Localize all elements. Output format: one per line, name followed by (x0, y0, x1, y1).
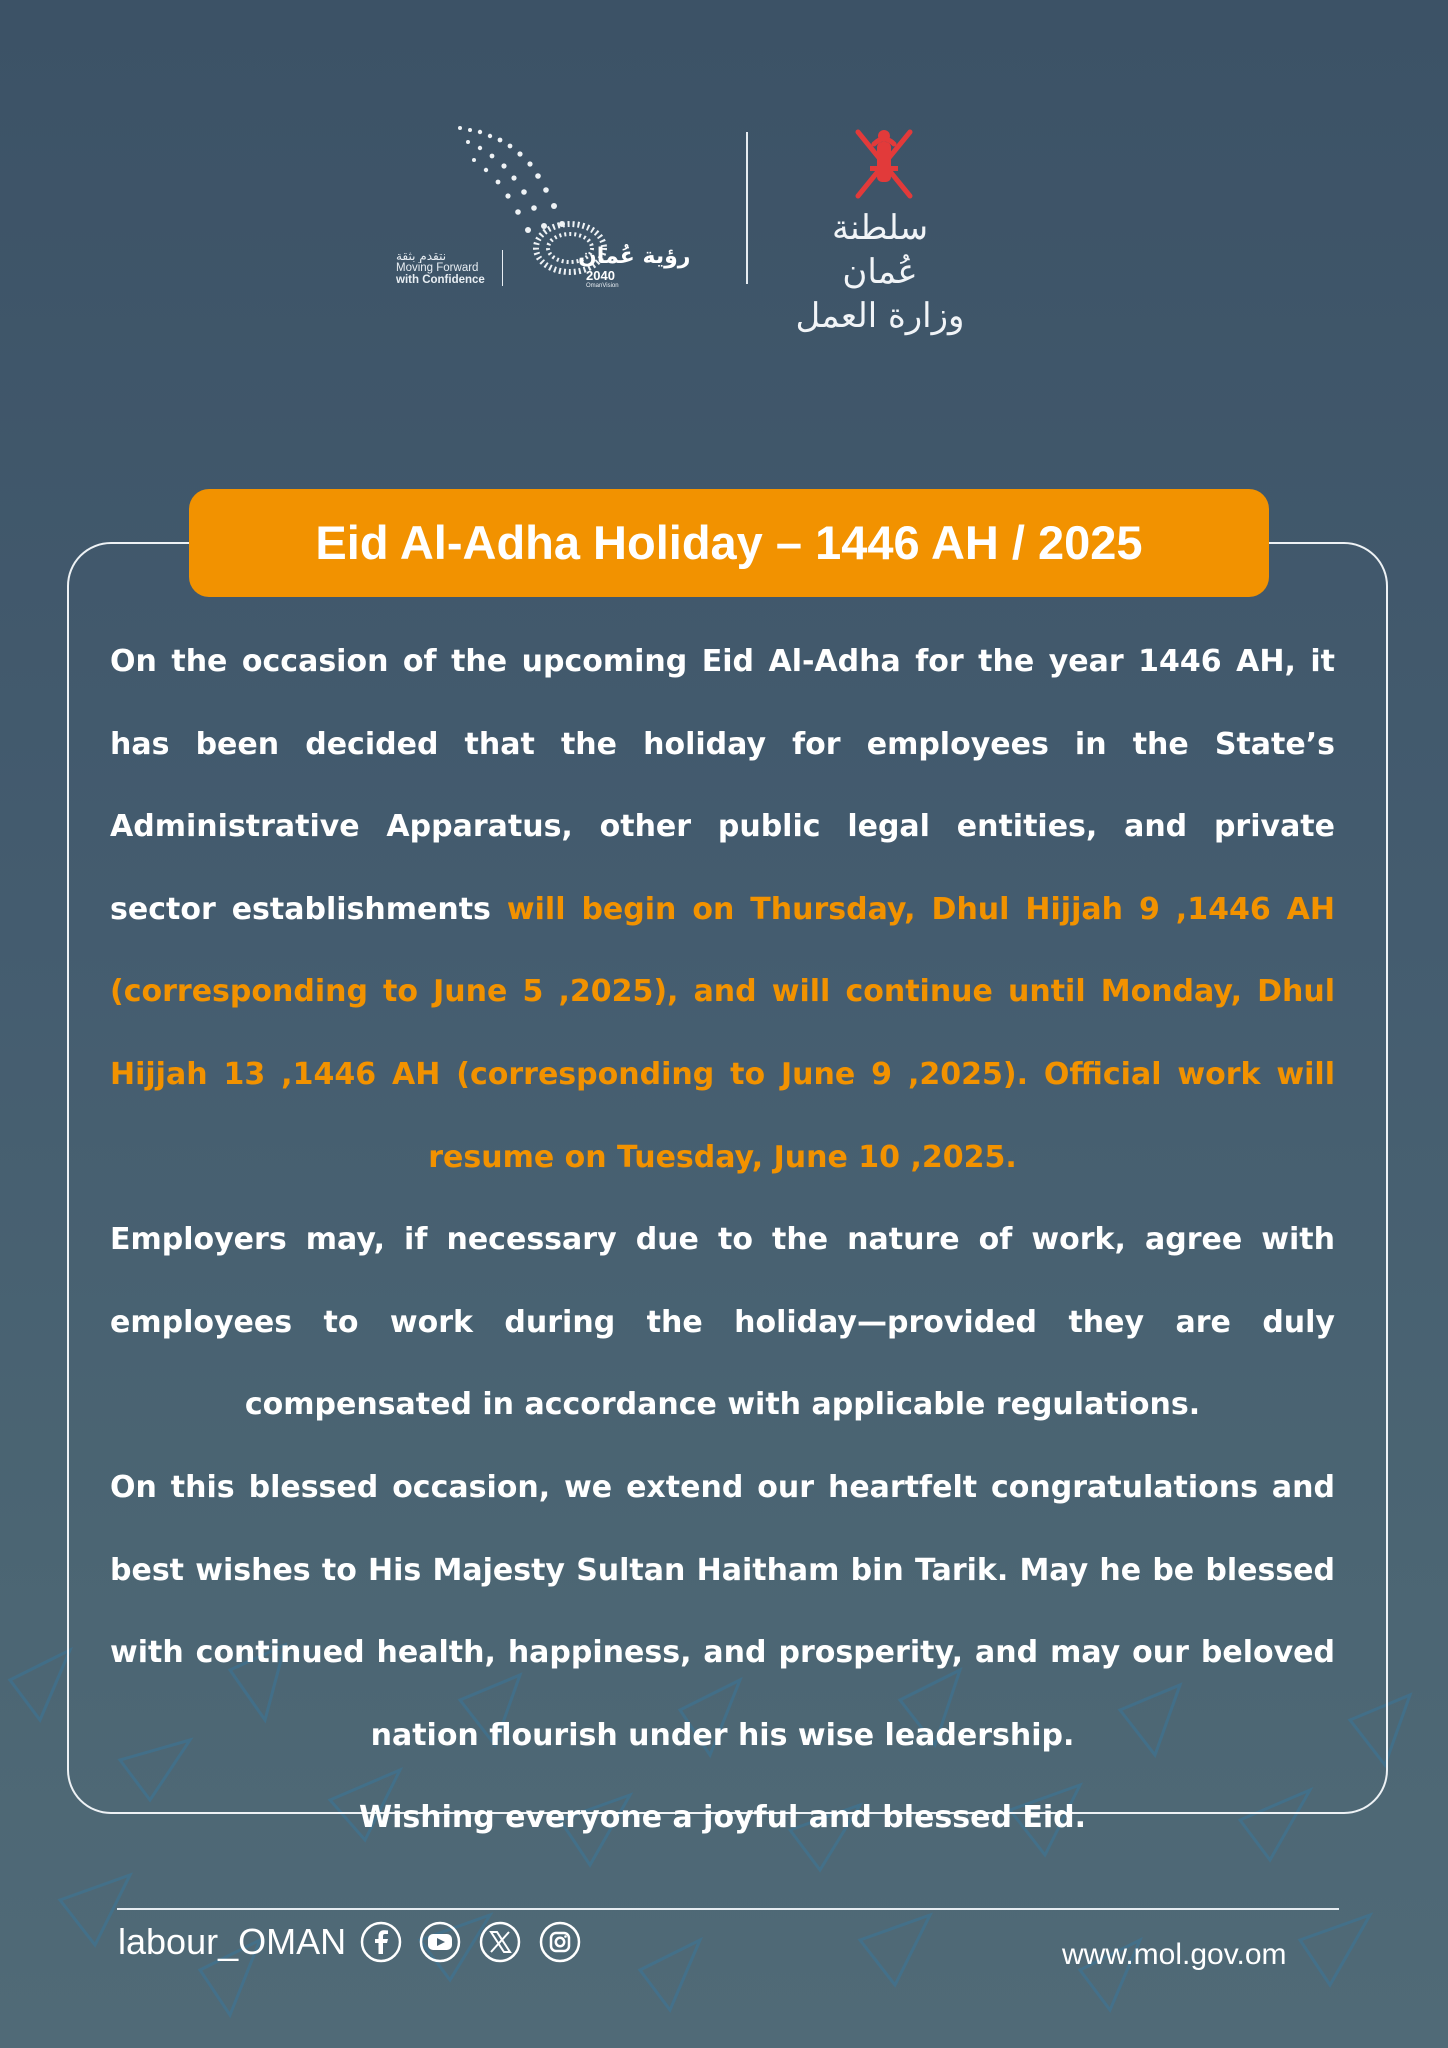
holiday-dates-highlight: will begin on Thursday, Dhul Hijjah 9 ,1446 AH (corresponding to June 5 ,2025), and will continue until Monday, Dhul Hijjah 13 ,1446 AH (corresponding to June 9 ,2025). Official work will resume on Tuesday, June 10 ,2025. (110, 891, 1336, 1175)
oman-vision-logo (390, 120, 700, 310)
paragraph-holiday-intro: On the occasion of the upcoming Eid Al-Adha for the year 1446 AH, it has been decided that the holiday for employees in the State’s Administrative Apparatus, other public legal entities, and private sector establishments (110, 644, 1335, 927)
ministry-line-2: وزارة العمل (795, 296, 965, 336)
vision-tagline-en-1: Moving Forward (396, 262, 479, 274)
x-icon[interactable] (479, 1921, 521, 1963)
youtube-icon[interactable] (419, 1921, 461, 1963)
paragraph-employers: Employers may, if necessary due to the nature of work, agree with employees to work during the holiday—provided they are duly compensated in accordance with applicable regulations. (110, 1222, 1335, 1423)
vision-tagline (396, 250, 503, 286)
oman-emblem-icon (844, 122, 924, 202)
ministry-line-1: سلطنة عُمان (831, 208, 929, 292)
social-handle[interactable]: labour_OMAN (118, 1921, 347, 1962)
website-link[interactable]: www.mol.gov.om (1062, 1938, 1287, 1971)
paragraph-wishes: Wishing everyone a joyful and blessed Eid. (358, 1800, 1087, 1836)
header-logos (0, 110, 1448, 336)
vision-tagline-en-2: with Confidence (396, 274, 485, 286)
vision-tagline-ar: نتقدم بثقة (396, 249, 447, 263)
logo-divider (746, 132, 748, 284)
paragraph-congratulations: On this blessed occasion, we extend our heartfelt congratulations and best wishes to His Majesty Sultan Haitham bin Tarik. May he be blessed with continued health, happiness, and prosperity, and may our beloved nation flourish under his wise leadership. (110, 1469, 1335, 1753)
instagram-icon[interactable] (539, 1921, 581, 1963)
vision-year: 2040 (586, 268, 615, 283)
ministry-name (790, 206, 970, 338)
vision-name: رؤية عُمان (578, 244, 691, 269)
footer-divider (117, 1908, 1339, 1910)
announcement-body (110, 621, 1335, 1860)
vision-sub: OmanVision (586, 283, 619, 289)
announcement-title: Eid Al-Adha Holiday – 1446 AH / 2025 (189, 489, 1269, 597)
facebook-icon[interactable] (360, 1921, 402, 1963)
paragraph-holiday-dates (110, 621, 1335, 1199)
